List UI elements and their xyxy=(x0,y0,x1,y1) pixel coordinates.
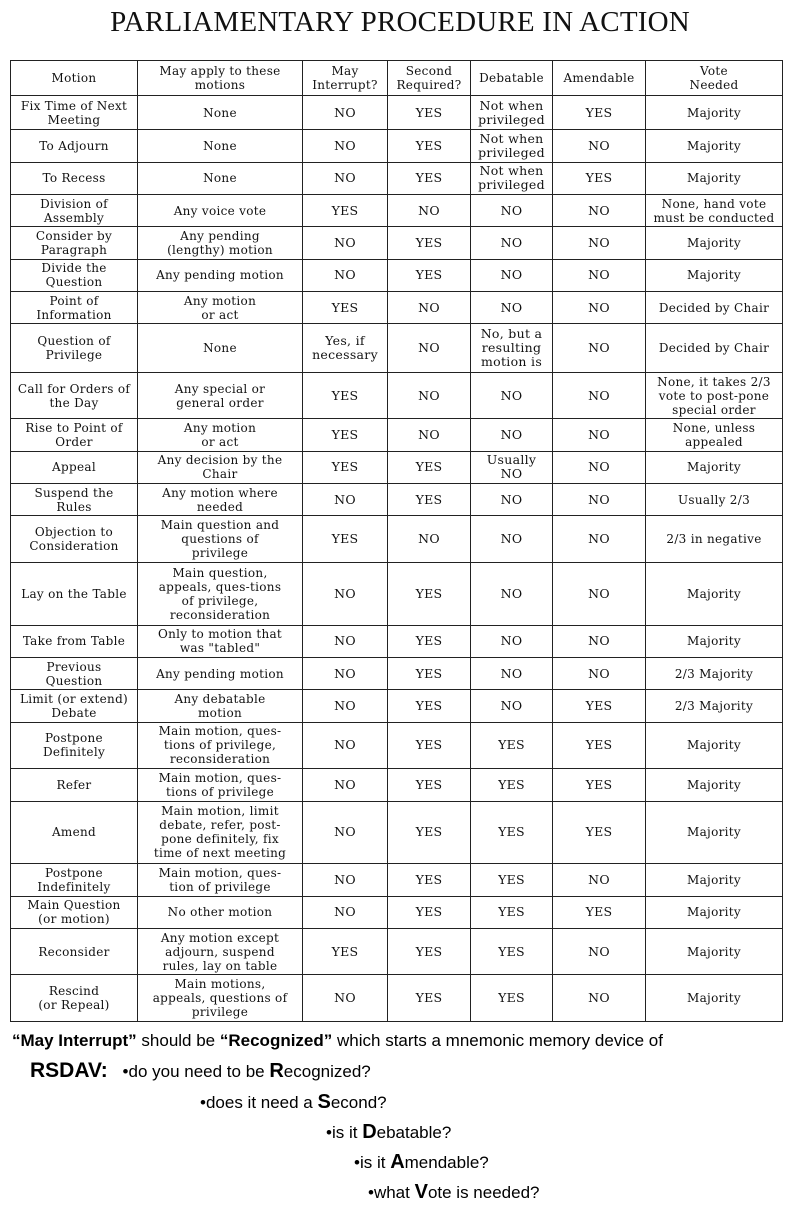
motion-cell: Amend xyxy=(11,801,138,864)
amendable-cell: YES xyxy=(553,722,646,769)
motion-cell: Suspend the Rules xyxy=(11,484,138,516)
table-row xyxy=(11,419,783,451)
may-interrupt-cell: NO xyxy=(303,484,388,516)
motion-cell: Division of Assembly xyxy=(11,195,138,227)
second-required-cell: NO xyxy=(388,372,471,419)
applies-to-cell: Any debatable motion xyxy=(138,690,303,722)
vote-needed-cell: Majority xyxy=(646,625,783,657)
debatable-cell: NO xyxy=(471,625,553,657)
note-text: which starts a mnemonic memory device of xyxy=(332,1031,663,1050)
header-may-apply: May apply to these motions xyxy=(138,61,303,96)
table-header-row xyxy=(11,61,783,96)
debatable-cell: NO xyxy=(471,516,553,563)
table-row xyxy=(11,324,783,373)
may-interrupt-cell: NO xyxy=(303,130,388,162)
amendable-cell: NO xyxy=(553,484,646,516)
motion-cell: Refer xyxy=(11,769,138,801)
table-body xyxy=(11,96,783,1022)
second-required-cell: YES xyxy=(388,130,471,162)
applies-to-cell: Main motions, appeals, questions of privilege xyxy=(138,975,303,1022)
amendable-cell: NO xyxy=(553,451,646,483)
vote-needed-cell: Majority xyxy=(646,975,783,1022)
mnemonic-text: •is it xyxy=(326,1123,363,1142)
debatable-cell: NO xyxy=(471,419,553,451)
second-required-cell: YES xyxy=(388,227,471,259)
mnemonic-vote xyxy=(368,1181,539,1204)
second-required-cell: YES xyxy=(388,625,471,657)
table-row xyxy=(11,769,783,801)
table-row xyxy=(11,516,783,563)
debatable-cell: NO xyxy=(471,657,553,689)
table-row xyxy=(11,130,783,162)
second-required-cell: YES xyxy=(388,484,471,516)
motion-cell: Previous Question xyxy=(11,657,138,689)
table-row xyxy=(11,96,783,130)
vote-needed-cell: None, hand vote must be conducted xyxy=(646,195,783,227)
amendable-cell: NO xyxy=(553,130,646,162)
motion-cell: Appeal xyxy=(11,451,138,483)
table-row xyxy=(11,292,783,324)
amendable-cell: YES xyxy=(553,769,646,801)
may-interrupt-cell: NO xyxy=(303,227,388,259)
motion-cell: Divide the Question xyxy=(11,259,138,291)
debatable-cell: YES xyxy=(471,864,553,896)
mnemonic-second xyxy=(200,1091,387,1114)
vote-needed-cell: Decided by Chair xyxy=(646,292,783,324)
second-required-cell: YES xyxy=(388,896,471,928)
second-required-cell: NO xyxy=(388,324,471,373)
table-row xyxy=(11,896,783,928)
may-interrupt-cell: YES xyxy=(303,195,388,227)
second-required-cell: YES xyxy=(388,96,471,130)
second-required-cell: YES xyxy=(388,769,471,801)
may-interrupt-cell: Yes, if necessary xyxy=(303,324,388,373)
vote-needed-cell: Majority xyxy=(646,928,783,975)
vote-needed-cell: None, it takes 2/3 vote to post-pone special order xyxy=(646,372,783,419)
applies-to-cell: Any decision by the Chair xyxy=(138,451,303,483)
mnemonic-debatable xyxy=(326,1121,451,1144)
header-vote-needed: Vote Needed xyxy=(646,61,783,96)
applies-to-cell: Main motion, limit debate, refer, post- pone definitely, fix time of next meeting xyxy=(138,801,303,864)
may-interrupt-cell: NO xyxy=(303,896,388,928)
amendable-cell: NO xyxy=(553,864,646,896)
mnemonic-recognized xyxy=(123,1062,371,1081)
mnemonic-text: •is it xyxy=(354,1153,391,1172)
amendable-cell: NO xyxy=(553,928,646,975)
applies-to-cell: None xyxy=(138,324,303,373)
may-interrupt-cell: NO xyxy=(303,259,388,291)
note-line-2 xyxy=(30,1059,371,1083)
table-row xyxy=(11,227,783,259)
applies-to-cell: Only to motion that was "tabled" xyxy=(138,625,303,657)
note-text: should be xyxy=(136,1031,220,1050)
may-interrupt-cell: NO xyxy=(303,625,388,657)
may-interrupt-cell: NO xyxy=(303,657,388,689)
table-row xyxy=(11,975,783,1022)
motion-cell: Consider by Paragraph xyxy=(11,227,138,259)
vote-needed-cell: Majority xyxy=(646,259,783,291)
second-required-cell: YES xyxy=(388,690,471,722)
amendable-cell: NO xyxy=(553,292,646,324)
table-row xyxy=(11,259,783,291)
may-interrupt-cell: YES xyxy=(303,419,388,451)
amendable-cell: YES xyxy=(553,801,646,864)
vote-needed-cell: 2/3 Majority xyxy=(646,690,783,722)
applies-to-cell: Main motion, ques- tions of privilege, reconsideration xyxy=(138,722,303,769)
second-required-cell: YES xyxy=(388,562,471,625)
header-motion: Motion xyxy=(11,61,138,96)
second-required-cell: YES xyxy=(388,657,471,689)
motion-cell: Fix Time of Next Meeting xyxy=(11,96,138,130)
debatable-cell: NO xyxy=(471,195,553,227)
motion-cell: Point of Information xyxy=(11,292,138,324)
debatable-cell: NO xyxy=(471,227,553,259)
table-row xyxy=(11,801,783,864)
applies-to-cell: None xyxy=(138,130,303,162)
amendable-cell: NO xyxy=(553,419,646,451)
motion-cell: Take from Table xyxy=(11,625,138,657)
vote-needed-cell: 2/3 in negative xyxy=(646,516,783,563)
second-required-cell: YES xyxy=(388,801,471,864)
second-required-cell: YES xyxy=(388,722,471,769)
applies-to-cell: Any motion where needed xyxy=(138,484,303,516)
mnemonic-letter: A xyxy=(390,1151,405,1173)
debatable-cell: NO xyxy=(471,372,553,419)
may-interrupt-cell: NO xyxy=(303,96,388,130)
mnemonic-text: mendable? xyxy=(404,1153,489,1172)
amendable-cell: NO xyxy=(553,324,646,373)
debatable-cell: NO xyxy=(471,562,553,625)
table-row xyxy=(11,162,783,194)
may-interrupt-cell: YES xyxy=(303,928,388,975)
applies-to-cell: No other motion xyxy=(138,896,303,928)
amendable-cell: YES xyxy=(553,96,646,130)
note-line-1 xyxy=(12,1031,663,1051)
mnemonic-text: •what xyxy=(368,1183,415,1202)
second-required-cell: NO xyxy=(388,419,471,451)
applies-to-cell: Main question and questions of privilege xyxy=(138,516,303,563)
mnemonic-text: ote is needed? xyxy=(427,1183,540,1202)
applies-to-cell: Any pending motion xyxy=(138,657,303,689)
debatable-cell: YES xyxy=(471,975,553,1022)
second-required-cell: YES xyxy=(388,162,471,194)
debatable-cell: YES xyxy=(471,801,553,864)
vote-needed-cell: Usually 2/3 xyxy=(646,484,783,516)
debatable-cell: Usually NO xyxy=(471,451,553,483)
vote-needed-cell: Majority xyxy=(646,451,783,483)
table-row xyxy=(11,928,783,975)
vote-needed-cell: Decided by Chair xyxy=(646,324,783,373)
amendable-cell: NO xyxy=(553,625,646,657)
motion-cell: To Adjourn xyxy=(11,130,138,162)
vote-needed-cell: Majority xyxy=(646,769,783,801)
vote-needed-cell: 2/3 Majority xyxy=(646,657,783,689)
debatable-cell: YES xyxy=(471,896,553,928)
applies-to-cell: Any motion or act xyxy=(138,419,303,451)
mnemonic-text: ebatable? xyxy=(376,1123,452,1142)
table-row xyxy=(11,372,783,419)
amendable-cell: NO xyxy=(553,227,646,259)
header-may-interrupt: May Interrupt? xyxy=(303,61,388,96)
second-required-cell: NO xyxy=(388,292,471,324)
applies-to-cell: None xyxy=(138,96,303,130)
applies-to-cell: Any motion or act xyxy=(138,292,303,324)
amendable-cell: YES xyxy=(553,896,646,928)
debatable-cell: No, but a resulting motion is xyxy=(471,324,553,373)
mnemonic-label: RSDAV: xyxy=(30,1059,108,1082)
second-required-cell: YES xyxy=(388,864,471,896)
debatable-cell: Not when privileged xyxy=(471,130,553,162)
motion-cell: Rise to Point of Order xyxy=(11,419,138,451)
may-interrupt-cell: YES xyxy=(303,372,388,419)
applies-to-cell: Any special or general order xyxy=(138,372,303,419)
debatable-cell: NO xyxy=(471,292,553,324)
motion-cell: Main Question (or motion) xyxy=(11,896,138,928)
applies-to-cell: None xyxy=(138,162,303,194)
mnemonic-text: •does it need a xyxy=(200,1093,318,1112)
applies-to-cell: Main question, appeals, ques-tions of privilege, reconsideration xyxy=(138,562,303,625)
may-interrupt-cell: NO xyxy=(303,690,388,722)
may-interrupt-cell: YES xyxy=(303,451,388,483)
motion-cell: To Recess xyxy=(11,162,138,194)
debatable-cell: Not when privileged xyxy=(471,162,553,194)
may-interrupt-cell: NO xyxy=(303,801,388,864)
amendable-cell: NO xyxy=(553,562,646,625)
applies-to-cell: Any voice vote xyxy=(138,195,303,227)
motion-cell: Question of Privilege xyxy=(11,324,138,373)
motion-cell: Objection to Consideration xyxy=(11,516,138,563)
amendable-cell: NO xyxy=(553,657,646,689)
table-row xyxy=(11,722,783,769)
debatable-cell: YES xyxy=(471,769,553,801)
mnemonic-letter: V xyxy=(414,1181,428,1203)
mnemonic-amendable xyxy=(354,1151,489,1174)
applies-to-cell: Any motion except adjourn, suspend rules, lay on table xyxy=(138,928,303,975)
amendable-cell: NO xyxy=(553,516,646,563)
motion-cell: Lay on the Table xyxy=(11,562,138,625)
header-debatable: Debatable xyxy=(471,61,553,96)
table-row xyxy=(11,562,783,625)
second-required-cell: YES xyxy=(388,928,471,975)
mnemonic-letter: R xyxy=(269,1060,284,1082)
second-required-cell: YES xyxy=(388,259,471,291)
may-interrupt-cell: NO xyxy=(303,769,388,801)
debatable-cell: NO xyxy=(471,690,553,722)
motion-cell: Postpone Definitely xyxy=(11,722,138,769)
may-interrupt-cell: YES xyxy=(303,292,388,324)
second-required-cell: YES xyxy=(388,975,471,1022)
may-interrupt-cell: NO xyxy=(303,975,388,1022)
vote-needed-cell: Majority xyxy=(646,96,783,130)
header-amendable: Amendable xyxy=(553,61,646,96)
mnemonic-text: ecognized? xyxy=(283,1062,371,1081)
table-row xyxy=(11,484,783,516)
table-row xyxy=(11,451,783,483)
second-required-cell: NO xyxy=(388,516,471,563)
amendable-cell: NO xyxy=(553,259,646,291)
motion-cell: Rescind (or Repeal) xyxy=(11,975,138,1022)
motion-cell: Reconsider xyxy=(11,928,138,975)
amendable-cell: NO xyxy=(553,195,646,227)
may-interrupt-cell: NO xyxy=(303,562,388,625)
may-interrupt-cell: YES xyxy=(303,516,388,563)
vote-needed-cell: Majority xyxy=(646,130,783,162)
vote-needed-cell: Majority xyxy=(646,562,783,625)
vote-needed-cell: Majority xyxy=(646,722,783,769)
amendable-cell: YES xyxy=(553,690,646,722)
mnemonic-text: econd? xyxy=(330,1093,387,1112)
mnemonic-letter: S xyxy=(317,1091,331,1113)
may-interrupt-cell: NO xyxy=(303,864,388,896)
debatable-cell: NO xyxy=(471,484,553,516)
motion-cell: Call for Orders of the Day xyxy=(11,372,138,419)
applies-to-cell: Any pending motion xyxy=(138,259,303,291)
header-second-required: Second Required? xyxy=(388,61,471,96)
applies-to-cell: Any pending (lengthy) motion xyxy=(138,227,303,259)
mnemonic-text: •do you need to be xyxy=(122,1062,270,1081)
note-term-recognized: “Recognized” xyxy=(219,1031,333,1050)
may-interrupt-cell: NO xyxy=(303,722,388,769)
page-title: PARLIAMENTARY PROCEDURE IN ACTION xyxy=(110,6,690,38)
vote-needed-cell: None, unless appealed xyxy=(646,419,783,451)
amendable-cell: YES xyxy=(553,162,646,194)
amendable-cell: NO xyxy=(553,975,646,1022)
table-row xyxy=(11,690,783,722)
second-required-cell: YES xyxy=(388,451,471,483)
mnemonic-letter: D xyxy=(362,1121,377,1143)
vote-needed-cell: Majority xyxy=(646,227,783,259)
procedure-table xyxy=(10,60,783,1022)
vote-needed-cell: Majority xyxy=(646,162,783,194)
debatable-cell: YES xyxy=(471,928,553,975)
applies-to-cell: Main motion, ques- tions of privilege xyxy=(138,769,303,801)
motion-cell: Limit (or extend) Debate xyxy=(11,690,138,722)
second-required-cell: NO xyxy=(388,195,471,227)
may-interrupt-cell: NO xyxy=(303,162,388,194)
debatable-cell: Not when privileged xyxy=(471,96,553,130)
table-row xyxy=(11,657,783,689)
table-row xyxy=(11,625,783,657)
amendable-cell: NO xyxy=(553,372,646,419)
note-term-may-interrupt: “May Interrupt” xyxy=(12,1031,137,1050)
table-row xyxy=(11,195,783,227)
table-row xyxy=(11,864,783,896)
debatable-cell: NO xyxy=(471,259,553,291)
debatable-cell: YES xyxy=(471,722,553,769)
vote-needed-cell: Majority xyxy=(646,801,783,864)
applies-to-cell: Main motion, ques- tion of privilege xyxy=(138,864,303,896)
vote-needed-cell: Majority xyxy=(646,896,783,928)
vote-needed-cell: Majority xyxy=(646,864,783,896)
motion-cell: Postpone Indefinitely xyxy=(11,864,138,896)
